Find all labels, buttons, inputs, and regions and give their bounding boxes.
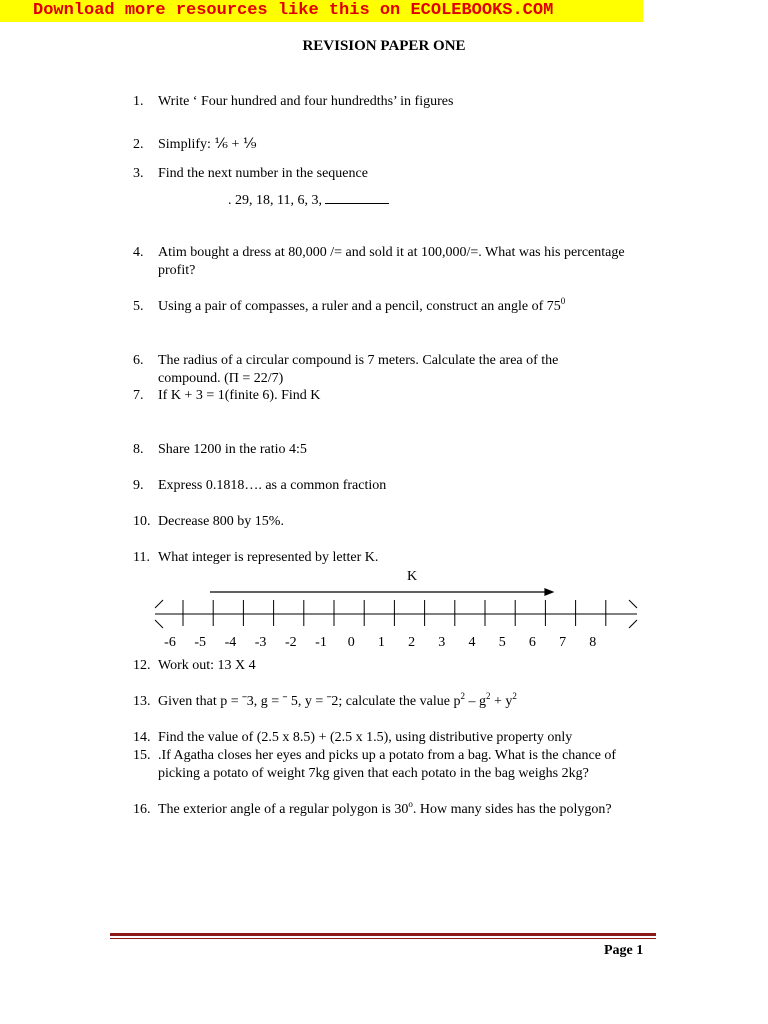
answer-blank [325, 191, 389, 204]
question-text: .If Agatha closes her eyes and picks up a potato from a bag. What is the chance of picking a potato of weight 7kg given that each potato in the bag weighs 2kg? [158, 748, 617, 781]
arrow-label-k: K [406, 569, 418, 584]
download-banner[interactable]: Download more resources like this on ECOLEBOOKS.COM [0, 0, 643, 22]
left-arrow-head [155, 620, 163, 628]
question-number: 2. [133, 137, 144, 152]
question-number: 5. [133, 299, 144, 314]
question-text: The radius of a circular compound is 7 meters. Calculate the area of the compound. (Π = 22/7) [158, 353, 559, 386]
tick-label: -5 [194, 635, 207, 650]
exponent: 2 [512, 691, 517, 701]
tick-label: 1 [377, 635, 385, 650]
tick-label: -3 [254, 635, 267, 650]
question-text: Atim bought a dress at 80,000 /= and sold it at 100,000/=. What was his percentage profit? [158, 245, 625, 278]
exponent: 2 [485, 691, 491, 701]
exponent: 2 [460, 691, 465, 701]
question-number: 3. [133, 166, 144, 181]
question-text-main: Given that p = ˉ3, g = ˉ 5, y = ˉ2; calculate the value [158, 694, 450, 709]
tick-label: -2 [284, 635, 297, 650]
right-arrow-head [629, 620, 637, 628]
question-text: Find the value of (2.5 x 8.5) + (2.5 x 1.5), using distributive property only [158, 730, 573, 745]
tick-label: -4 [224, 635, 237, 650]
question-number: 15. [133, 748, 151, 763]
question-text: Decrease 800 by 15%. [158, 514, 284, 529]
question-number: 13. [133, 694, 151, 709]
question-number: 14. [133, 730, 151, 745]
question-number: 8. [133, 442, 144, 457]
sequence-values: . 29, 18, 11, 6, 3, [228, 193, 326, 208]
question-number: 1. [133, 94, 144, 109]
question-text: What integer is represented by letter K. [158, 550, 379, 565]
tick-label: -1 [315, 635, 327, 650]
expression-g: – g [464, 694, 486, 709]
question-number: 4. [133, 245, 144, 260]
question-text-main: Using a pair of compasses, a ruler and a pencil, construct an angle of 75 [158, 299, 561, 314]
question-text: Express 0.1818…. as a common fraction [158, 478, 387, 493]
page-number: Page 1 [604, 943, 644, 958]
question-text: If K + 3 = 1(finite 6). Find K [158, 388, 321, 403]
tick-label: 5 [498, 635, 506, 650]
question-text: Work out: 13 X 4 [158, 658, 256, 673]
tick-label: 2 [408, 635, 416, 650]
footer-rule [110, 933, 656, 936]
question-number: 10. [133, 514, 151, 529]
question-text: Write ‘ Four hundred and four hundredths’ in figures [158, 94, 454, 109]
question-number: 9. [133, 478, 144, 493]
right-arrow-head [629, 600, 637, 608]
footer-rule-thin [110, 938, 656, 939]
arrow-k-head [544, 588, 554, 596]
question-text-main: The exterior angle of a regular polygon is 30 [158, 802, 409, 817]
tick-label: 7 [559, 635, 567, 650]
question-text: Simplify: ⅙ + ⅑ [158, 137, 257, 152]
degree-superscript: o [408, 799, 413, 809]
degree-superscript: 0 [560, 296, 566, 306]
sequence-line [228, 191, 389, 209]
question-number: 16. [133, 802, 151, 817]
question-number: 11. [133, 550, 150, 565]
tick-label: 4 [468, 635, 476, 650]
question-text-end: . How many sides has the polygon? [412, 802, 612, 817]
question-text [158, 298, 658, 316]
number-line [0, 560, 768, 655]
tick-label: -6 [164, 635, 176, 650]
question-number: 12. [133, 658, 151, 673]
tick-label: 0 [347, 635, 355, 650]
question-text: Share 1200 in the ratio 4:5 [158, 442, 307, 457]
question-number: 6. [133, 353, 144, 368]
left-arrow-head [155, 600, 163, 608]
question-text: Find the next number in the sequence [158, 166, 368, 181]
tick-label: 6 [528, 635, 536, 650]
expression-y: + y [490, 694, 513, 709]
expression-p: p [453, 694, 461, 709]
tick-label: 3 [438, 635, 446, 650]
tick-label: 8 [589, 635, 597, 650]
question-number: 7. [133, 388, 144, 403]
question-text [158, 693, 658, 711]
question-text [158, 801, 678, 819]
page-title: REVISION PAPER ONE [302, 38, 466, 54]
